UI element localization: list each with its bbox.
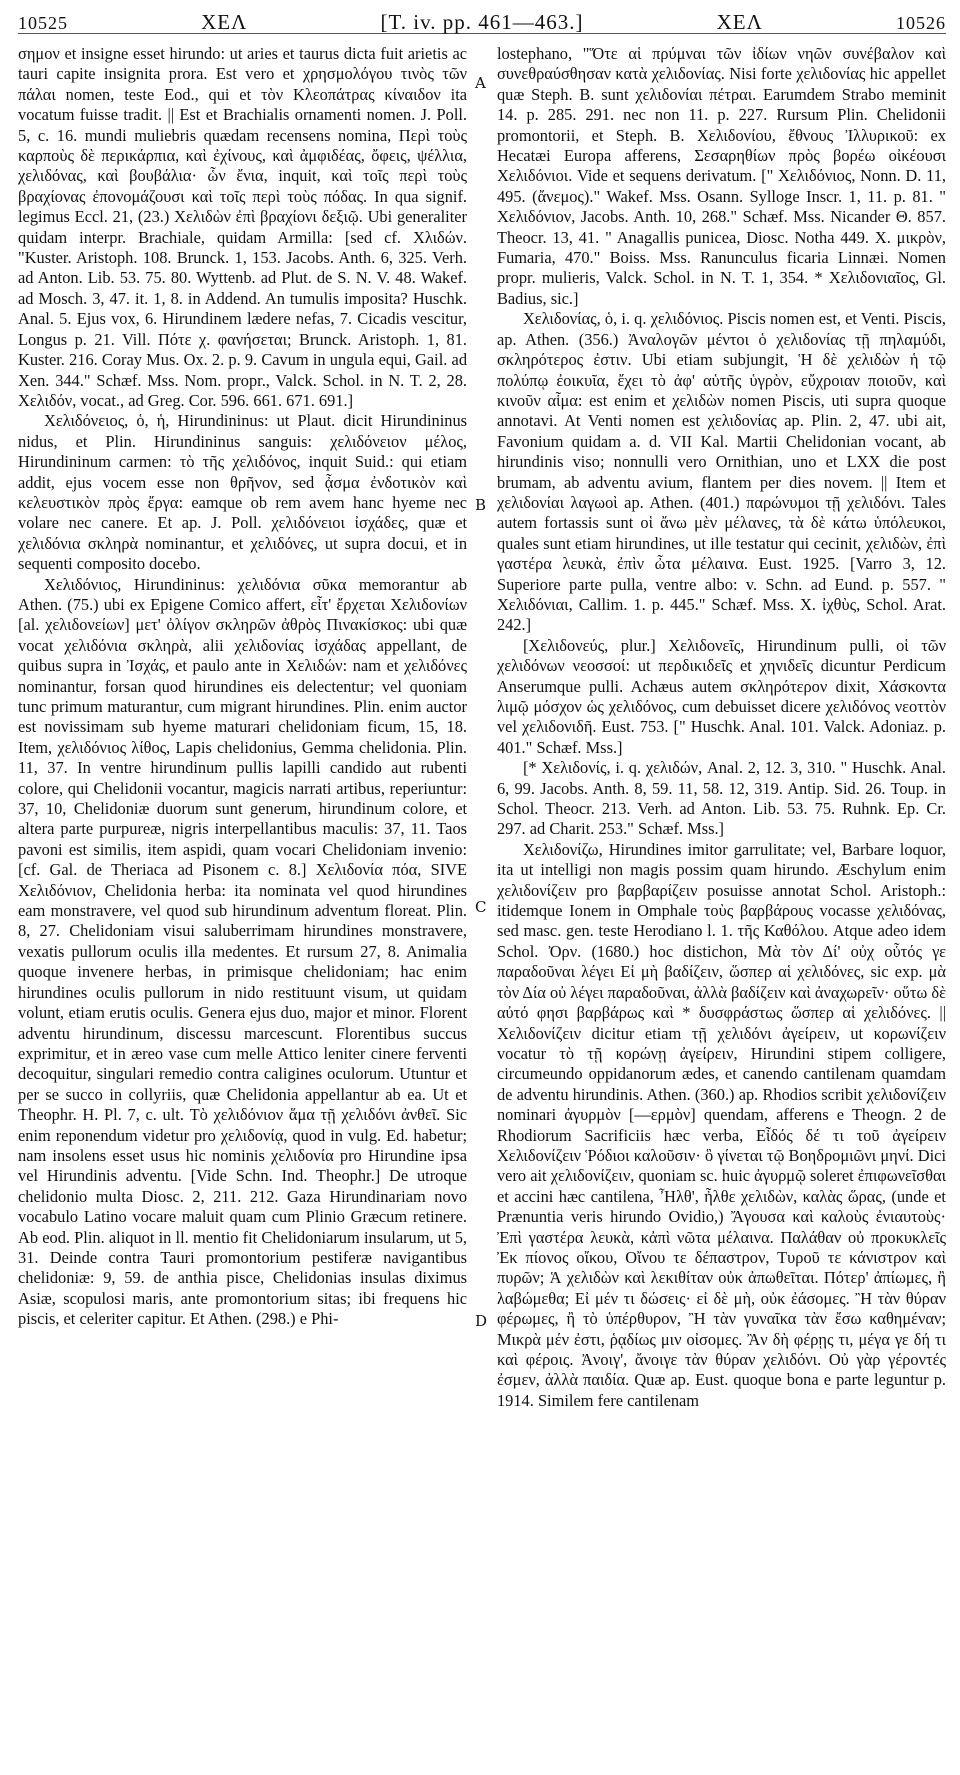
section-marker-b: B: [475, 496, 487, 514]
section-marker-a: A: [475, 74, 486, 92]
page-body: [18, 44, 946, 1411]
page-header: [18, 0, 946, 34]
column-gutter: [467, 44, 497, 1411]
section-marker-d: D: [475, 1312, 488, 1330]
headword-left: ΧΕΛ: [201, 10, 248, 34]
entry-paragraph: Χελιδονίας, ὁ, i. q. χελιδόνιος. Piscis nomen est, et Venti. Piscis, ap. Athen. (356.) Ἀναλογῶν μέντοι ὁ χελιδονίας τῇ πηλαμύδι, σκληρότερος ἐστιν. Ubi etiam subjungit, Ἡ δὲ χελιδὼν ἡ τῷ πολύπῳ ἐοικυῖα, ἔχει τὸ ἀφ' αὑτῆς ὑγρὸν, εὔχροιαν ποιοῦν, καὶ κινοῦν αἷμα: est enim et χελιδὼν nomen Piscis, uti supra quoque annotavi. At Venti nomen est χελιδονίας ap. Plin. 2, 47. ubi ait, Favonium quidam a. d. VII Kal. Martii Chelidonian vocant, ab hirundinis viso; nonnulli vero Ornithian, uno et LXX die post brumam, ab adventu avium, flantem per dies novem. || Item et χελιδονίαι λαγωοὶ ap. Athen. (401.) παρώνυμοι τῇ χελιδόνι. Tales autem fortassis sunt οἱ ἄνω μὲν μέλανες, τὰ δὲ κάτω ὑπόλευκοι, quales sunt etiam hirundines, ut ille testatur qui cecinit, χελιδὼν, ἐπὶ γαστέρα λευκὰ, ἐπὶν ὦτα μέλαινα. Eust. 1925. [Varro 3, 12. Superiore parte pulla, ventre albo: v. Schn. ad Eund. p. 557. " Χελιδόνιαι, Callim. 1. p. 445." Schæf. Mss. Χ. ἰχθὺς, Schol. Arat. 242.]: [496, 309, 946, 635]
page-number-left: 10525: [18, 13, 68, 33]
entry-paragraph: Χελιδονίζω, Hirundines imitor garrulitate; vel, Barbare loquor, ita ut intelligi non magis possim quam hirundo. Æschylum enim χελιδονίζειν pro βαρβαρίζειν posuisse annotat Schol. Aristoph.: itidemque Ionem in Omphale τοὺς βαρβάρους vocasse χελιδόνας, sed masc. gen. teste Herodiano l. 1. τῆς Καθόλου. Atque adeo idem Schol. Ὀρν. (1680.) hoc distichon, Μὰ τὸν Δί' οὐχ οὗτός γε παραδοῦναι λέγει Εἰ μὴ βαδίζειν, ὥσπερ αἱ χελιδόνες, sic exp. μὰ τὸν Δία οὐ λέγει παραδοῦναι, ἀλλὰ βαδίζειν καὶ ἀναχωρεῖν· οὕτω δὲ αὐτό φησι βαρβάρως καὶ * δυσφράστως ὥσπερ αἱ χελιδόνες. || Χελιδονίζειν dicitur etiam τῇ χελιδόνι ἀγείρειν, ut κορωνίζειν vocatur τὸ τῇ κορώνῃ ἀγείρειν, Hirundini stipem colligere, circumeundo oppidanorum ædes, et canendo cantilenam quamdam de adventu hirundinis. Athen. (360.) ap. Rhodios scribit χελιδονίζειν nominari ἀγυρμὸν [—ερμὸν] quendam, afferens e Theogn. 2 de Rhodiorum Sacrificiis hæc verba, Εἶδός δέ τι τοῦ ἀγείρειν Χελιδονίζειν Ῥόδιοι καλοῦσιν· ὃ γίνεται τῷ Βοηδρομιῶνι μηνί. Dici vero ait χελιδονίζειν, quoniam sc. huic ἀγυρμῷ soleret ἐπιφωνεῖσθαι et accini hæc cantilena, Ἦλθ', ἦλθε χελιδὼν, καλὰς ὥρας, (unde et Prænuntia veris hirundo Ovidio,) Ἄγουσα καὶ καλοὺς ἐνιαυτοὺς· Ἐπὶ γαστέρα λευκὰ, κἀπὶ νῶτα μέλαινα. Παλάθαν οὐ προκυκλεῖς Ἐκ πίονος οἴκου, Οἴνου τε δέπαστρον, Τυροῦ τε κάνιστρον καὶ πυρῶν; Ἁ χελιδὼν καὶ λεκιθίταν οὐκ ἀπωθεῖται. Πότερ' ἀπίωμες, ἢ λαβώμεθα; Εἰ μέν τι δώσεις· εἰ δὲ μὴ, οὐκ ἐάσομες. Ἢ τὰν θύραν φέρωμες, ἢ τὸ ὑπέρθυρον, Ἢ τὰν γυναῖκα τὰν ἔσω καθημέναν; Μικρὰ μέν ἐστι, ῥᾳδίως μιν οἰσομες. Ἂν δὴ φέρῃς τι, μέγα γε δή τι καὶ φέροις. Ἀνοιγ', ἄνοιγε τὰν θύραν χελιδόνι. Οὐ γὰρ γέροντές ἐσμεν, ἀλλὰ παιδία. Quæ ap. Eust. quoque bona e parte leguntur p. 1914. Similem fere cantilenam: [496, 839, 946, 1410]
section-marker-c: C: [475, 898, 487, 916]
entry-paragraph: σημον et insigne esset hirundo: ut aries et taurus dicta fuit arietis ac tauri capite insignita prora. Est vero et χρησμολόγου τινὸς τῶν πάλαι nomen, teste Eod., qui et τὸν Κλεοπάτρας κίναιδον ita vocatum fuisse tradit. || Est et Brachialis ornamenti nomen. J. Poll. 5, c. 16. mundi muliebris quædam recensens nomina, Περὶ τοὺς καρποὺς δὲ περικάρπια, καὶ ἐχίνους, καὶ ἀμφιδέας, ὄφεις, ψέλλια, χελιδόνας, καὶ βουβάλια· ὧν ἔνια, inquit, καὶ τοῖς περὶ τοὺς βραχίονας ἐπονομάζουσι καὶ τοῖς περὶ τοὺς πόδας. In qua signif. legimus Eccl. 21, (23.) Χελιδὼν ἐπὶ βραχίονι δεξιῷ. Ubi generaliter quidam interpr. Brachiale, quidam Armilla: [sed cf. Χλιδών. "Kuster. Aristoph. 108. Brunck. 1, 153. Jacobs. Anth. 6, 325. Verh. ad Anton. Lib. 53. 75. 80. Wyttenb. ad Plut. de S. N. V. 48. Wakef. ad Mosch. 3, 47. it. 1, 8. in Addend. An tumulis imposita? Huschk. Anal. 5. Ejus vox, 6. Hirundinem lædere nefas, 7. Cicadis vescitur, Longus p. 21. Vill. Πότε χ. φανήσεται; Brunck. Aristoph. 1, 81. Kuster. 216. Coray Mus. Ox. 2. p. 9. Cavum in ungula equi, Gail. ad Xen. 344." Schæf. Mss. Nom. propr., Valck. Schol. in N. T. 2, 28. Χελιδόν, vocat., ad Greg. Cor. 596. 661. 671. 691.]: [18, 44, 468, 410]
right-column: [497, 44, 946, 1411]
left-column: [18, 44, 467, 1411]
headword-right: ΧΕΛ: [716, 10, 763, 34]
entry-paragraph: Χελιδόνειος, ὁ, ἡ, Hirundininus: ut Plaut. dicit Hirundininus nidus, et Plin. Hirundininus sanguis: χελιδόνειον μέλος, Hirundininum carmen: τὸ τῆς χελιδόνος, inquit Suid.: qui etiam addit, ejus vocem esse non θρῆνον, sed ᾆσμα ἐνδοτικὸν καὶ κελευστικὸν πρὸς ἔργα: eamque ob rem avem hanc hyeme nec volare nec canere. Et ap. J. Poll. χελιδόνειοι ἰσχάδες, quæ et χελιδόνια σκληρὰ nominantur, et χελιδόνες, ut supra docui, et in sequenti composito docebo.: [18, 411, 468, 574]
entry-paragraph: [* Χελιδονίς, i. q. χελιδών, Anal. 2, 12. 3, 310. " Huschk. Anal. 6, 99. Jacobs. Anth. 8, 59. 11, 58. 12, 319. Antip. Sid. 26. Toup. in Schol. Theocr. 213. Verh. ad Anton. Lib. 53. 75. Ruhnk. Ep. Cr. 297. ad Charit. 253." Schæf. Mss.]: [496, 758, 946, 839]
entry-paragraph: lostephano, "Ὅτε αἱ πρύμναι τῶν ἰδίων νηῶν συνέβαλον καὶ συνεθραύσθησαν κατὰ χελιδονίας. Nisi forte χελιδονίας hic appellet quæ Steph. B. sunt χελιδονίαι πέτραι. Earumdem Strabo meminit 14. p. 285. 291. nec non 11. p. 227. Rursum Plin. Chelidonii promontorii, et Steph. B. Χελιδονίου, ἔθνους Ἰλλυρικοῦ: ex Hecatæi Europa afferens, Σεσαρηθίων πρὸς βορέω οἰκέουσι Χελιδόνιοι. Vide et sequens derivatum. [" Χελιδόνιος, Nonn. D. 11, 495. (ἄνεμος)." Wakef. Mss. Osann. Sylloge Inscr. 1, 11. p. 81. " Χελιδόνιον, Jacobs. Anth. 10, 268." Schæf. Mss. Nicander Θ. 857. Theocr. 13, 41. " Anagallis punicea, Diosc. Notha 449. Χ. μικρὸν, Fumaria, 470." Boiss. Mss. Ranunculus ficaria Linnæi. Nomen propr. mulieris, Valck. Schol. in N. T. 1, 354. * Χελιδονιαῖος, Gl. Badius, sic.]: [496, 44, 946, 308]
volume-reference: [T. iv. pp. 461—463.]: [380, 10, 584, 34]
entry-paragraph: Χελιδόνιος, Hirundininus: χελιδόνια σῦκα memorantur ab Athen. (75.) ubi ex Epigene Comico affert, εἶτ' ἔρχεται Χελιδονίων [al. χελιδονείων] μετ' ὀλίγον σκληρῶν ἀθρὸς Πινακίσκος: ubi quæ vocat χελιδόνια σκληρὰ, alii χελιδονίας ἰσχάδας appellant, de quibus supra in Ἰσχάς, et paulo ante in Χελιδών: nam et χελιδόνες nominantur, forsan quod hirundines eis delectentur; vel quoniam tunc primum maturantur, cum migrant hirundines. Plin. enim auctor est novissimam sub hyeme maturari chelidoniam ficum, 15, 18. Item, χελιδόνιος λίθος, Lapis chelidonius, Gemma chelidonia. Plin. 11, 37. In ventre hirundinum pullis lapilli candido aut rubenti colore, qui Chelidonii vocantur, magicis narrati artibus, reperiuntur: 37, 10, Chelidoniæ duorum sunt generum, hirundinum colore, et altera parte purpureæ, nigris interpellantibus maculis: 37, 11. Taos pavoni est similis, item aspidi, quam vocari Chelidoniam invenio: [cf. Gal. de Theriaca ad Pisonem c. 8.] Χελιδονία πόα, SIVE Χελιδόνιον, Chelidonia herba: ita nominata vel quod hirundines eam monstravere, vel quod sub hirundinum adventum floreat. Plin. 8, 27. Chelidoniam visui saluberrimam hirundines monstravere, vexatis pullorum oculis illa medentes. Et rursum 27, 8. Animalia quoque invenere herbas, in primisque chelidoniam; hac enim hirundines oculis pullorum in nido restituunt visum, ut quidam volunt, etiam erutis oculis. Genera ejus duo, major et minor. Florent adventu hirundinum, discessu marcescunt. Florentibus succus exprimitur, et in æreo vase cum melle Attico leniter cinere ferventi decoquitur, singulari remedio contra caligines oculorum. Utuntur et per se succo in collyriis, quæ Chelidonia appellantur ab ea. Ut et Theophr. H. Pl. 7, c. ult. Τὸ χελιδόνιον ἅμα τῇ χελιδόνι ἀνθεῖ. Sic enim reponendum videtur pro χελιδονίᾳ, quod in vulg. Ed. habetur; nam insolens esset usus hic nominis χελιδονία pro Hirundine ipsa vel Hirundinis adventu. [Vide Schn. Ind. Theophr.] De utroque chelidonio multa Diosc. 2, 211. 212. Gaza Hirundinariam novo vocabulo Latino vocare maluit quam cum Plinio Græcum retinere. Ab eod. Plin. aliquot in ll. mentio fit Chelidoniarum insularum, ut 5, 31. Deinde contra Tauri promontorium pestiferæ navigantibus chelidoniæ: 9, 59. de anthia pisce, Chelidonias insulas diximus Asiæ, scopulosi maris, ante promontorium sitas; ibi frequens hic piscis, et celeriter capitur. Et Athen. (298.) e Phi-: [18, 574, 468, 1329]
page-number-right: 10526: [895, 13, 946, 33]
entry-paragraph: [Χελιδονεύς, plur.] Χελιδονεῖς, Hirundinum pulli, οἱ τῶν χελιδόνων νεοσσοί: ut περδικιδεῖς et χηνιδεῖς dicuntur Perdicum Anserumque pulli. Achæus autem σκληρότερον dixit, Χάσκοντα λιμῷ μόσχον ὡς χελιδόνος, cum debuisset dicere χελιδόνος νεοττὸν vel χελιδονιδῆ. Eust. 753. [" Huschk. Anal. 101. Valck. Adoniaz. p. 401." Schæf. Mss.]: [496, 635, 946, 757]
